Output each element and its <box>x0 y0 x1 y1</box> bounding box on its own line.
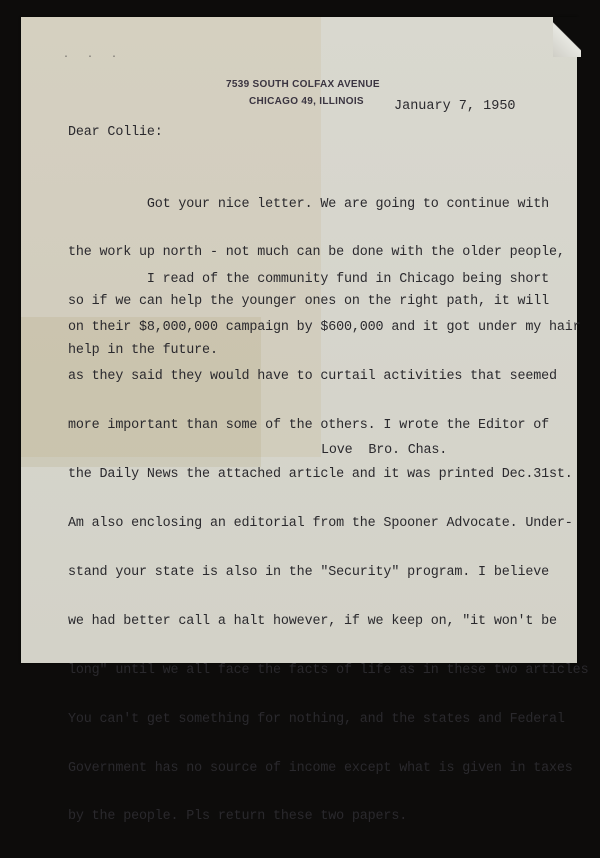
letter-date: January 7, 1950 <box>394 99 516 114</box>
paper-specks: . . . <box>63 50 124 61</box>
paragraph-line: Got your nice letter. We are going to continue with <box>68 196 550 212</box>
closing-signature: Love Bro. Chas. <box>321 443 448 458</box>
paragraph-line: the Daily News the attached article and it was printed Dec.31st. <box>68 467 573 483</box>
paragraph-line: help in the future. <box>68 343 218 359</box>
paragraph-line: I read of the community fund in Chicago being short <box>68 271 550 287</box>
paragraph-line: Am also enclosing an editorial from the Spooner Advocate. Under- <box>68 516 573 532</box>
letterhead-city: CHICAGO 49, ILLINOIS <box>249 96 364 107</box>
paragraph-line: You can't get something for nothing, and the states and Federal <box>68 711 565 727</box>
paragraph-line: by the people. Pls return these two papers. <box>68 809 408 825</box>
paragraph-line: we had better call a halt however, if we keep on, "it won't be <box>68 613 557 629</box>
paragraph-line: so if we can help the younger ones on the right path, it will <box>68 294 550 310</box>
paragraph-line: stand your state is also in the "Security" program. I believe <box>68 564 550 580</box>
salutation: Dear Collie: <box>68 125 163 140</box>
paragraph-2 <box>68 239 588 858</box>
paragraph-line: on their $8,000,000 campaign by $600,000 and it got under my hair <box>68 320 581 336</box>
paragraph-line: Government has no source of income except what is given in taxes <box>68 760 573 776</box>
folded-corner <box>553 17 581 57</box>
paragraph-line: as they said they would have to curtail activities that seemed <box>68 369 557 385</box>
letterhead-street: 7539 SOUTH COLFAX AVENUE <box>226 79 380 90</box>
paragraph-line: long" until we all face the facts of life as in these two articles <box>68 662 589 678</box>
paragraph-line: the work up north - not much can be done with the older people, <box>68 245 565 261</box>
paragraph-line: more important than some of the others. I wrote the Editor of <box>68 418 550 434</box>
letter-page <box>21 17 589 825</box>
